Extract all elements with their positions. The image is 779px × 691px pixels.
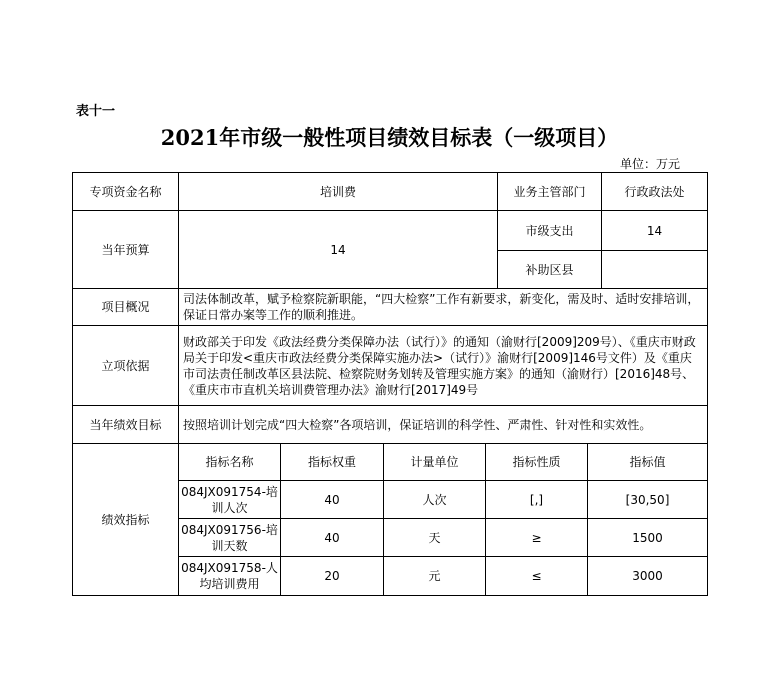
indicator-nature: ≤ [486, 557, 588, 596]
dept: 行政政法处 [602, 173, 708, 211]
county [602, 251, 708, 289]
indicator-value: [30,50] [588, 481, 708, 519]
table-number-label: 表十一 [76, 104, 116, 119]
indicator-weight: 20 [281, 557, 384, 596]
indicator-weight: 40 [281, 481, 384, 519]
indicator-name: 084JX091756-培训天数 [179, 519, 281, 557]
indicator-unit: 元 [384, 557, 486, 596]
county-label: 补助区县 [498, 251, 602, 289]
header-unit: 计量单位 [384, 444, 486, 481]
fund-name-label: 专项资金名称 [73, 173, 179, 211]
page-title: 2021年市级一般性项目绩效目标表（一级项目） [160, 125, 619, 150]
indicator-name: 084JX091754-培训人次 [179, 481, 281, 519]
overview-label: 项目概况 [73, 289, 179, 326]
indicator-unit: 天 [384, 519, 486, 557]
city-label: 市级支出 [498, 211, 602, 251]
indicator-value: 1500 [588, 519, 708, 557]
goal: 按照培训计划完成“四大检察”各项培训，保证培训的科学性、严肃性、针对性和实效性。 [179, 406, 708, 444]
indicator-name: 084JX091758-人均培训费用 [179, 557, 281, 596]
indicator-nature: [,] [486, 481, 588, 519]
indicator-weight: 40 [281, 519, 384, 557]
budget-label: 当年预算 [73, 211, 179, 289]
indicators-label: 绩效指标 [73, 444, 179, 596]
indicator-nature: ≥ [486, 519, 588, 557]
overview: 司法体制改革，赋予检察院新职能，“四大检察”工作有新要求，新变化，需及时、适时安排培训，保证日常办案等工作的顺利推进。 [179, 289, 708, 326]
header-name: 指标名称 [179, 444, 281, 481]
city: 14 [602, 211, 708, 251]
performance-target-table [72, 172, 708, 596]
header-weight: 指标权重 [281, 444, 384, 481]
indicator-value: 3000 [588, 557, 708, 596]
dept-label: 业务主管部门 [498, 173, 602, 211]
basis-label: 立项依据 [73, 326, 179, 406]
budget: 14 [179, 211, 498, 289]
header-nature: 指标性质 [486, 444, 588, 481]
unit-label: 单位：万元 [620, 157, 681, 171]
fund-name: 培训费 [179, 173, 498, 211]
header-value: 指标值 [588, 444, 708, 481]
basis: 财政部关于印发《政法经费分类保障办法（试行）》的通知（渝财行[2009]209号）、《重庆市财政局关于印发<重庆市政法经费分类保障实施办法>（试行）》渝财行[2009]146号文件）及《重庆市司法责任制改革区县法院、检察院财务划转及管理实施方案》的通知（渝财行）[2016]48号、《重庆市市直机关培训费管理办法》渝财行[2017]49号 [179, 326, 708, 406]
indicator-unit: 人次 [384, 481, 486, 519]
goal-label: 当年绩效目标 [73, 406, 179, 444]
